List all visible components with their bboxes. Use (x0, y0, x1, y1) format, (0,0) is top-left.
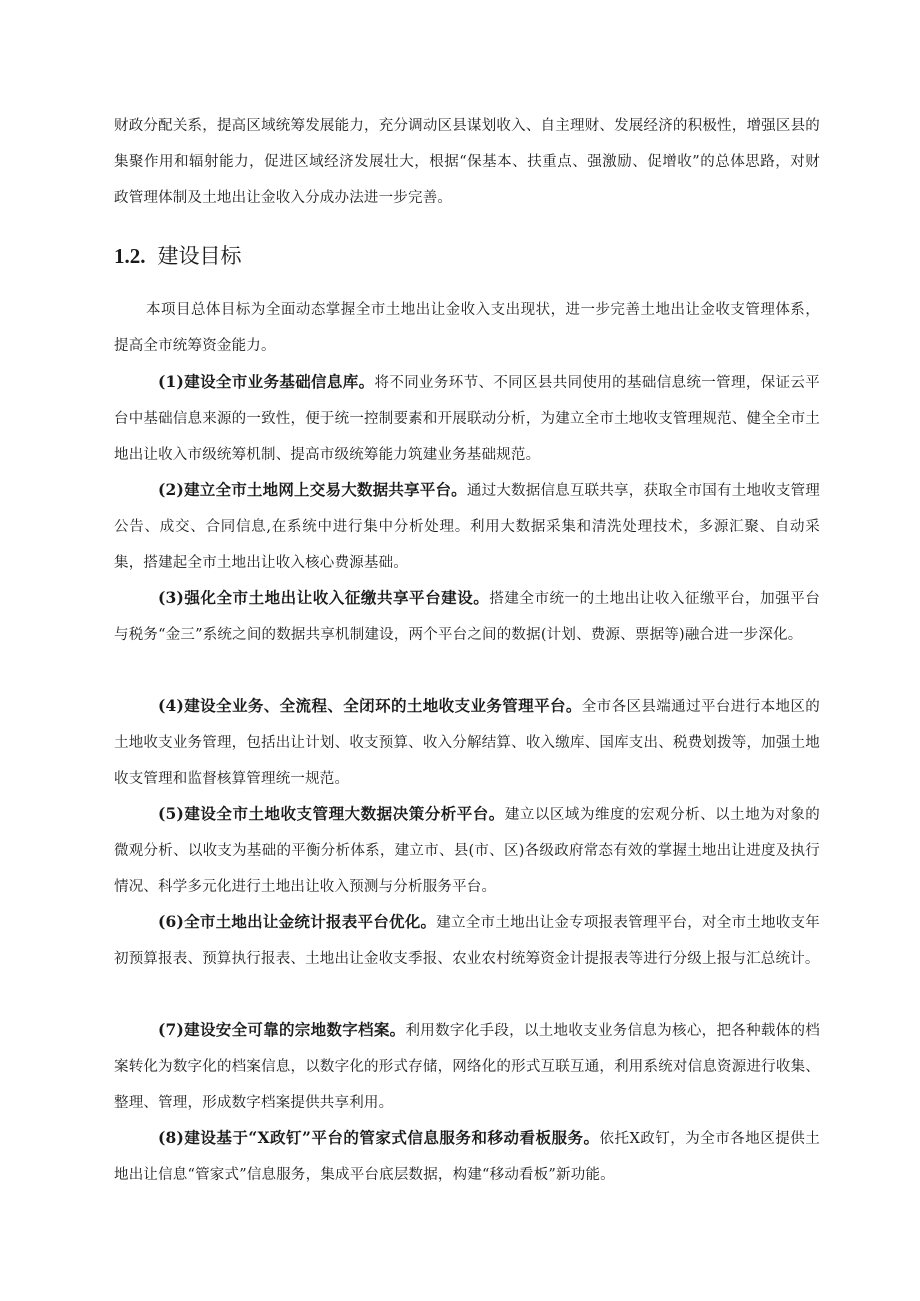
goal-text: 利用数字化手段，以土地收支业务信息为核心，把各种载体的档案转化为数字化的档案信息，以数字化的形式存储，网络化的形式互联互通，利用系统对信息资源进行收集、整理、管理，形成数字档案提供共享利用。 (114, 1023, 820, 1111)
goal-text: 通过大数据信息互联共享，获取全市国有土地收支管理公告、成交、合同信息,在系统中进行集中分析处理。利用大数据采集和清洗处理技术，多源汇聚、自动采集，搭建起全市土地出让收入核心费源基础。 (114, 483, 820, 571)
intro-text: 财政分配关系，提高区域统筹发展能力，充分调动区县谋划收入、自主理财、发展经济的积极性，增强区县的集聚作用和辐射能力，促进区域经济发展壮大，根据“保基本、扶重点、强激励、促增收”的总体思路，对财政管理体制及土地出让金收入分成办法进一步完善。 (114, 118, 820, 206)
goal-lead: (1)建设全市业务基础信息库。 (158, 372, 375, 391)
goal-lead: (4)建设全业务、全流程、全闭环的土地收支业务管理平台。 (158, 696, 582, 715)
goal-text: 将不同业务环节、不同区县共同使用的基础信息统一管理，保证云平台中基础信息来源的一致性，便于统一控制要素和开展联动分析，为建立全市土地收支管理规范、健全全市土地出让收入市级统筹机制、提高市级统筹能力筑建业务基础规范。 (114, 375, 820, 463)
section-number: 1.2. (114, 244, 146, 268)
section-title: 建设目标 (157, 244, 242, 268)
goal-item-5 (114, 796, 820, 905)
goal-lead: (8)建设基于“X政钉”平台的管家式信息服务和移动看板服务。 (158, 1128, 600, 1147)
goal-text: 搭建全市统一的土地出让收入征缴平台，加强平台与税务“金三”系统之间的数据共享机制建设，两个平台之间的数据(计划、费源、票据等)融合进一步深化。 (114, 591, 821, 643)
goal-item-4 (114, 688, 820, 797)
goal-text: 依托X政钉，为全市各地区提供土地出让信息“管家式”信息服务，集成平台底层数据，构建“移动看板”新功能。 (114, 1131, 820, 1183)
summary-text: 本项目总体目标为全面动态掌握全市土地出让金收入支出现状，进一步完善土地出让金收支管理体系，提高全市统筹资金能力。 (114, 302, 820, 354)
goal-lead: (7)建设安全可靠的宗地数字档案。 (158, 1020, 406, 1039)
section-heading (114, 239, 242, 273)
goal-item-2 (114, 472, 820, 581)
goal-item-7 (114, 1012, 820, 1121)
goal-text: 建立全市土地出让金专项报表管理平台，对全市土地收支年初预算报表、预算执行报表、土地出让金收支季报、农业农村统筹资金计提报表等进行分级上报与汇总统计。 (114, 915, 820, 967)
goal-item-6 (114, 904, 820, 977)
intro-paragraph (114, 108, 820, 216)
goal-text: 建立以区域为维度的宏观分析、以土地为对象的微观分析、以收支为基础的平衡分析体系，建立市、县(市、区)各级政府常态有效的掌握土地出让进度及执行情况、科学多元化进行土地出让收入预测与分析服务平台。 (114, 807, 820, 895)
goal-item-3 (114, 580, 820, 653)
goal-lead: (3)强化全市土地出让收入征缴共享平台建设。 (158, 588, 490, 607)
goal-lead: (2)建立全市土地网上交易大数据共享平台。 (158, 480, 467, 499)
goal-item-8 (114, 1120, 820, 1193)
goal-item-1 (114, 364, 820, 473)
goal-lead: (6)全市土地出让金统计报表平台优化。 (158, 912, 437, 931)
goal-lead: (5)建设全市土地收支管理大数据决策分析平台。 (158, 804, 505, 823)
summary-paragraph (114, 292, 820, 364)
goal-text: 全市各区县端通过平台进行本地区的土地收支业务管理，包括出让计划、收支预算、收入分解结算、收入缴库、国库支出、税费划拨等，加强土地收支管理和监督核算管理统一规范。 (114, 699, 820, 787)
